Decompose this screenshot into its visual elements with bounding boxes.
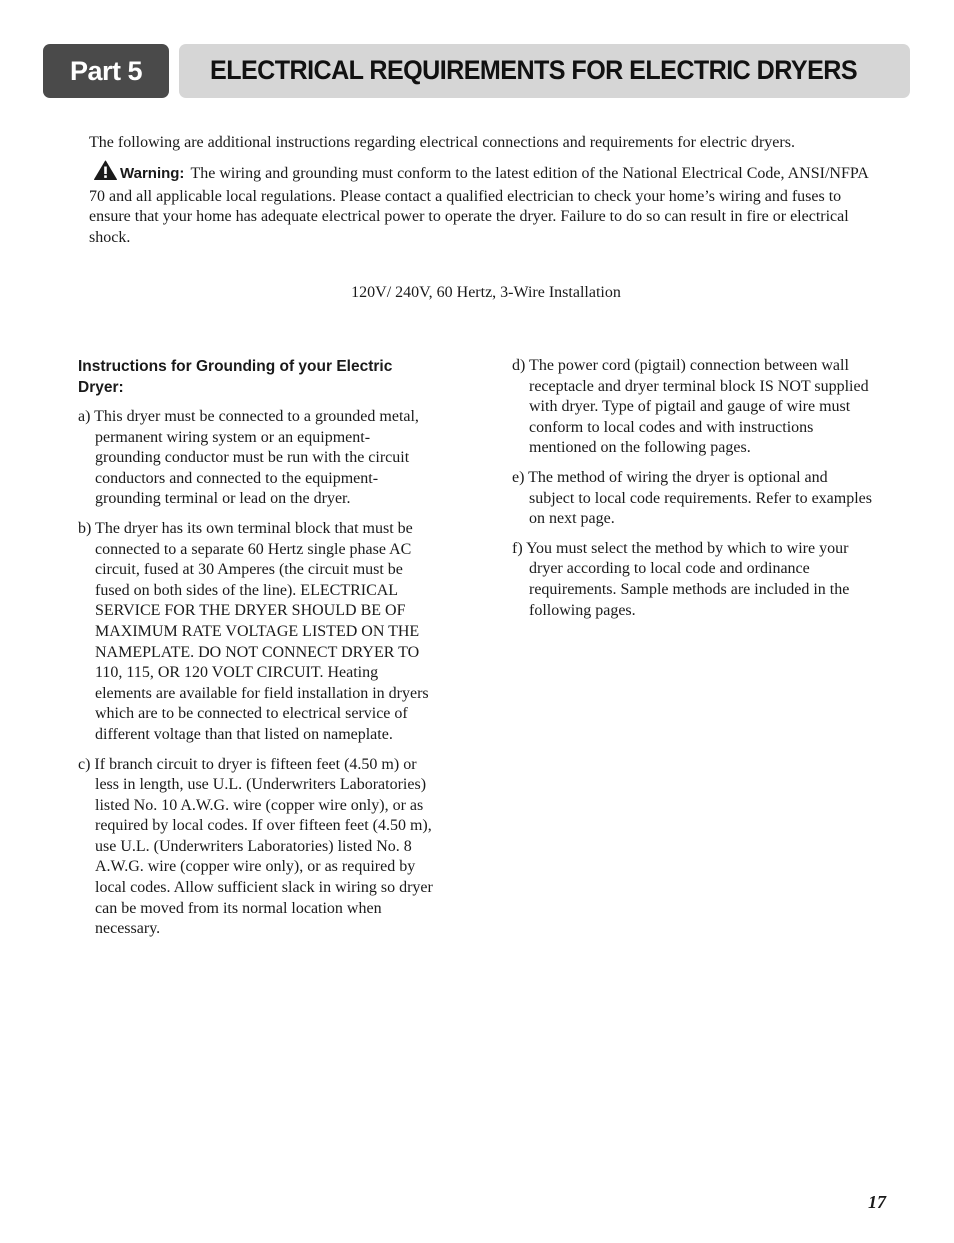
installation-line: 120V/ 240V, 60 Hertz, 3-Wire Installation bbox=[351, 284, 621, 301]
list-item: f) You must select the method by which to wire your dryer according to local code and ordinance requirements. Sample methods are included in the following pages. bbox=[512, 539, 850, 619]
warning-label: Warning: bbox=[120, 165, 185, 182]
title-band bbox=[179, 44, 910, 98]
page-header bbox=[43, 44, 910, 98]
list-item: e) The method of wiring the dryer is optional and subject to local code requirements. Refer to examples on next page. bbox=[512, 468, 872, 528]
page-number: 17 bbox=[868, 1192, 886, 1212]
warning-triangle-icon bbox=[94, 160, 117, 187]
page-title: ELECTRICAL REQUIREMENTS FOR ELECTRIC DRYERS bbox=[210, 55, 858, 85]
list-item: d) The power cord (pigtail) connection between wall receptacle and dryer terminal block IS NOT supplied with dryer. Type of pigtail and gauge of wire must conform to local codes and with instructions mentioned on the following pages. bbox=[512, 357, 869, 457]
part-label: Part 5 bbox=[43, 44, 169, 98]
intro-paragraph: The following are additional instructions regarding electrical connections and requirements for electric dryers. bbox=[89, 134, 795, 151]
left-column bbox=[78, 356, 434, 949]
right-column bbox=[512, 356, 874, 630]
list-item: c) If branch circuit to dryer is fifteen feet (4.50 m) or less in length, use U.L. (Underwriters Laboratories) listed No. 10 A.W.G. wire (copper wire only), or as required by local codes. If over fifteen feet (4.50 m), use U.L. (Underwriters Laboratories) listed No. 8 A.W.G. wire (copper wire only), or as required by local codes. Allow sufficient slack in wiring so dryer can be moved from its normal location when necessary. bbox=[78, 755, 433, 938]
list-item: b) The dryer has its own terminal block that must be connected to a separate 60 Hertz single phase AC circuit, fused at 30 Amperes (the circuit must be fused on both sides of the line). ELECTRICAL SERVICE FOR THE DRYER SHOULD BE OF MAXIMUM RATE VOLTAGE LISTED ON THE NAMEPLATE. DO NOT CONNECT DRYER TO 110, 115, OR 120 VOLT CIRCUIT. Heating elements are available for field installation in dryers which are to be connected to electrical service of different voltage than that listed on nameplate. bbox=[78, 519, 429, 743]
list-item: a) This dryer must be connected to a grounded metal, permanent wiring system or an equipment-grounding conductor must be run with the circuit conductors and connected to the equipment-grounding terminal or lead on the dryer. bbox=[78, 408, 419, 508]
warning-text: The wiring and grounding must conform to the latest edition of the National Electrical Code, ANSI/NFPA 70 and all applicable local regulations. Please contact a qualified electrician to check your home’s wiring and fuses to ensure that your home has adequate electrical power to operate the dryer. Failure to do so can result in fire or electrical shock. bbox=[89, 165, 868, 246]
grounding-heading: Instructions for Grounding of your Electric Dryer: bbox=[78, 358, 393, 396]
warning-paragraph bbox=[89, 160, 879, 248]
